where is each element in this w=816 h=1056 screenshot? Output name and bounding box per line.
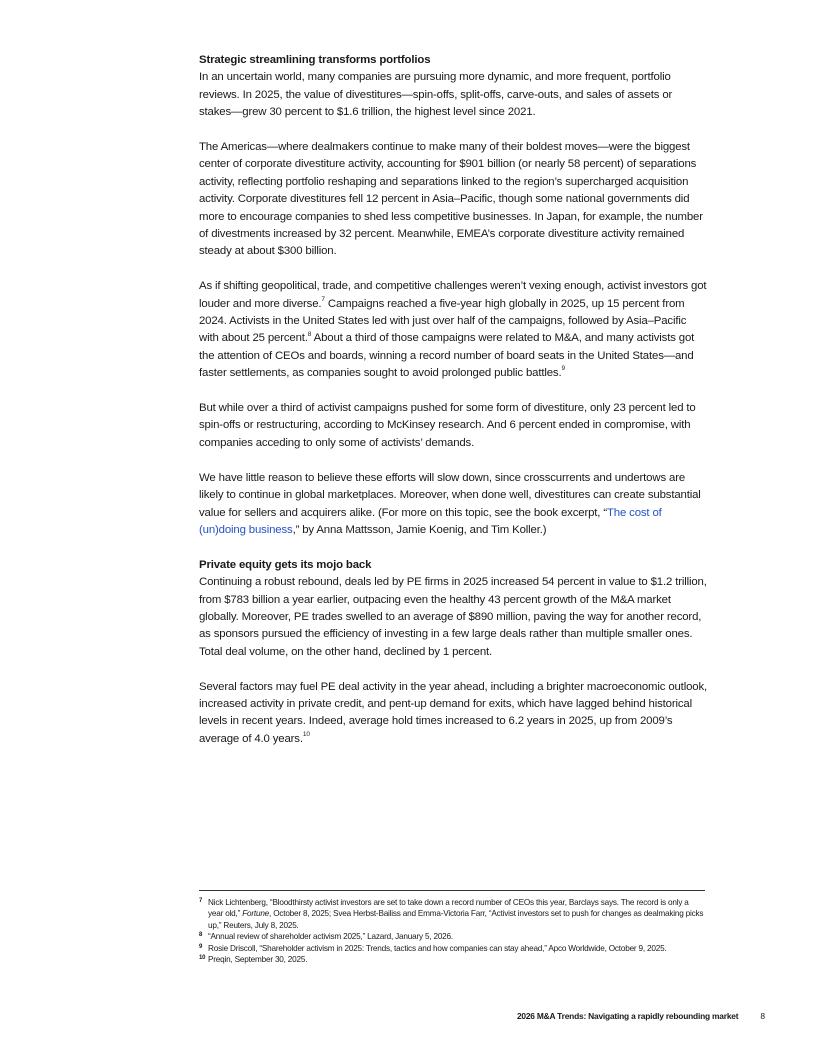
book-excerpt-link[interactable]: The cost of (un)doing business — [199, 506, 662, 536]
section-heading-private-equity: Private equity gets its mojo back — [199, 558, 372, 571]
footnote-ref: 9 — [561, 365, 565, 373]
section-heading-strategic-streamlining: Strategic streamlining transforms portfolios — [199, 54, 431, 66]
footnotes — [199, 897, 705, 965]
footnote — [199, 954, 705, 965]
paragraph — [199, 470, 707, 540]
footnote-divider — [199, 890, 705, 891]
page-number: 8 — [760, 1011, 765, 1021]
paragraph: But while over a third of activist campaigns pushed for some form of divestiture, only 23 percent led to spin-offs or restructuring, according to McKinsey research. And 6 percent ended in compromise, with companies acceding to only some of activists’ demands. — [199, 402, 696, 449]
paragraph-text: About a third of those campaigns were related to M&A, and many activists got the attention of CEOs and boards, winning a record number of board seats in the United States—and faster settlements, as companies sought to avoid prolonged public battles. — [199, 332, 695, 380]
paragraph: The Americas—where dealmakers continue to make many of their boldest moves—were the biggest center of corporate divestiture activity, accounting for $901 billion (or nearly 58 percent) of separations activity, reflecting portfolio reshaping and separations linked to the region’s supercharged acquisition activity. Corporate divestitures fell 12 percent in Asia–Pacific, though some national governments did more to encourage companies to shed less competitive businesses. In Japan, for example, the number of divestments increased by 32 percent. Meanwhile, EMEA’s corporate divestiture activity remained steady at about $300 billion. — [199, 141, 703, 258]
footnote-text-part: Nick Lichtenberg, “Bloodthirsty activist investors are set to take down a record number of CEOs this year, Barclays says. The record is only a year old,” — [208, 898, 689, 919]
footnote-text: Rosie Driscoll, “Shareholder activism in 2025: Trends, tactics and how companies can stay ahead,” Apco Worldwide, October 9, 2025. — [208, 943, 667, 953]
paragraph: In an uncertain world, many companies are pursuing more dynamic, and more frequent, portfolio reviews. In 2025, the value of divestitures—spin-offs, split-offs, carve-outs, and sales of assets or stakes—grew 30 percent to $1.6 trillion, the highest level since 2021. — [199, 71, 673, 119]
article-body — [199, 52, 707, 766]
report-title: 2026 M&A Trends: Navigating a rapidly rebounding market — [516, 1011, 739, 1021]
paragraph-text: We have little reason to believe these efforts will slow down, since crosscurrents and undertows are likely to continue in global marketplaces. Moreover, when done well, divestitures can create substantial value for sellers and acquirers alike. (For more on this topic, see the book excerpt, “ — [199, 471, 701, 519]
footnote-text: Preqin, September 30, 2025. — [208, 955, 308, 965]
publication-name: Fortune — [242, 909, 270, 919]
footnote-number: 10 — [199, 955, 206, 962]
footnote-text-part: , October 8, 2025; Svea Herbst-Bailiss and Emma-Victoria Farr, “Activist investors set to push for changes as dealmaking picks up,” Reuters, July 8, 2025. — [208, 909, 704, 930]
footnote-number: 7 — [199, 898, 203, 904]
footnote — [199, 897, 705, 931]
footnote-number: 8 — [199, 932, 203, 939]
footnote-text — [208, 897, 705, 931]
footnote-ref: 8 — [307, 330, 312, 338]
paragraph — [199, 278, 707, 382]
footnote-ref: 7 — [321, 295, 325, 303]
paragraph-text: As if shifting geopolitical, trade, and competitive challenges weren’t vexing enough, activist investors got louder and more diverse. — [199, 280, 707, 310]
footnote-ref: 10 — [302, 730, 310, 738]
paragraph — [199, 679, 707, 749]
paragraph: Continuing a robust rebound, deals led by PE firms in 2025 increased 54 percent in value to $1.2 trillion, from $783 billion a year earlier, outpacing even the healthy 43 percent growth of the M&A market globally. Moreover, PE trades swelled to an average of $890 million, paving the way for another record, as sponsors pursued the efficiency of investing in a few large deals rather than multiple smaller ones. Total deal volume, on the other hand, declined by 1 percent. — [199, 576, 707, 658]
paragraph-text: Campaigns reached a five-year high globally in 2025, up 15 percent from 2024. Activists in the United States led with just over half of the campaigns, followed by Asia–Pacific with about 25 percent. — [199, 297, 687, 345]
footnote — [199, 931, 705, 942]
footnote — [199, 943, 705, 954]
footnote-number: 9 — [199, 943, 203, 950]
paragraph-text: Several factors may fuel PE deal activity in the year ahead, including a brighter macroeconomic outlook, increased activity in private credit, and pent-up demand for exits, which have lagged behind historical levels in recent years. Indeed, average hold times increased to 6.2 years in 2025, up from 2009’s average of 4.0 years. — [199, 680, 708, 745]
footnote-text: “Annual review of shareholder activism 2025,” Lazard, January 5, 2026. — [208, 932, 453, 942]
paragraph-text: ,” by Anna Mattsson, Jamie Koenig, and Tim Koller.) — [292, 523, 547, 536]
page-footer — [420, 1011, 765, 1021]
